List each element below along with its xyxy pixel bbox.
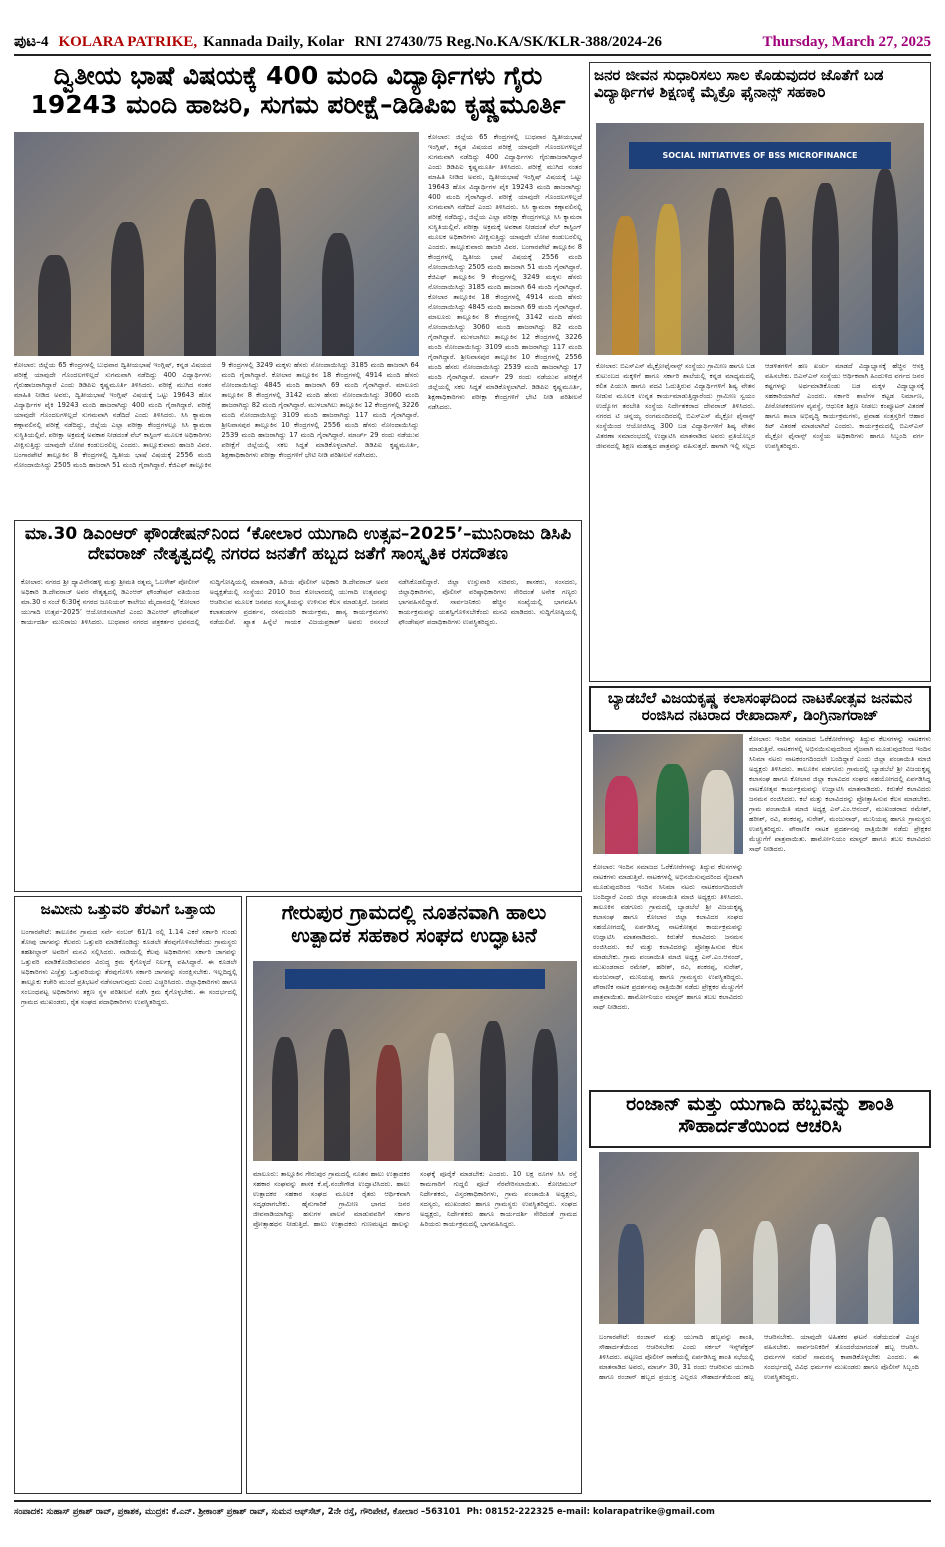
registration-number: RNI 27430/75 Reg.No.KA/SK/KLR-388/2024-26 [354,33,662,50]
article-drama-body-a: ಕೋಲಾರ: ಇಂದಿನ ಸಮಾಜದ ಓರೆಕೋರೆಗಳನ್ನು ತಿದ್ದುವ ಕೆಲಸಗಳನ್ನು ನಾಟಕಗಳು ಮಾಡುತ್ತಿವೆ. ನಾಟಕಗಳಲ್ಲಿ ಅಭಿನಯಿಸುವುದರಿಂದ ನೈಜವಾಗಿ ಮೂಡುವುದರಿಂದ ಇಂದಿನ ಸಿನಿಮಾ ನಟರು ನಾಟಕರಂಗದಿಂದಲೇ ಬಂದಿದ್ದಾರೆ ಎಂದು ಜಿಲ್ಲಾ ಪಂಚಾಯಿತಿ ಮಾಜಿ ಅಧ್ಯಕ್ಷರು ತಿಳಿಸಿದರು. ತಾಲೂಕಿನ ವಡಗೂರು ಗ್ರಾಮದಲ್ಲಿ ಬ್ಯಾಡಬೆಲೆ ಶ್ರೀ ವಿಜಯಕೃಷ್ಣ ಕಲಾಸಂಘ ಹಾಗೂ ಕೋಲಾರ ಜಿಲ್ಲಾ ಕಲಾವಿದರ ಸಂಘದ ಸಹಯೋಗದಲ್ಲಿ ಏರ್ಪಡಿಸಿದ್ದ ನಾಟಕೋತ್ಸವ ಕಾರ್ಯಕ್ರಮವನ್ನು ಉದ್ಘಾಟಿಸಿ ಮಾತನಾಡಿದರು. ಕಿರುತೆರೆ ಕಲಾವಿದರು ಜನಮನ ರಂಜಿಸಿದರು. ಕಲೆ ಮತ್ತು ಕಲಾವಿದರನ್ನು ಪ್ರೋತ್ಸಾಹಿಸುವ ಕೆಲಸ ಮಾಡಬೇಕು. ಗ್ರಾಮ ಪಂಚಾಯಿತಿ ಮಾಜಿ ಅಧ್ಯಕ್ಷ ಎನ್.ಎಂ.ಆನಂದ್, ಮುಖಂಡರಾದ ರಮೇಶ್, ಹರೀಶ್, ರವಿ, ಶಂಕರಪ್ಪ, ಸುರೇಶ್, ಮಂಜುನಾಥ್, ಮುನಿಯಪ್ಪ ಹಾಗೂ ಗ್ರಾಮಸ್ಥರು ಉಪಸ್ಥಿತರಿದ್ದರು. ಪೌರಾಣಿಕ ನಾಟಕ ಪ್ರದರ್ಶನವು ರಾತ್ರಿಯಿಡೀ ನಡೆದು ಪ್ರೇಕ್ಷಕರ ಮೆಚ್ಚುಗೆಗೆ ಪಾತ್ರವಾಯಿತು. ಹಾರ್ಮೋನಿಯಂ ಮಾಸ್ಟರ್ ಹಾಗೂ ತಬಲ ಕಲಾವಿದರು ಸಾಥ್ ನೀಡಿದರು. [749,735,931,853]
article-exam-headline: ದ್ವಿತೀಯ ಭಾಷೆ ವಿಷಯಕ್ಕೆ 400 ಮಂದಿ ವಿದ್ಯಾರ್ಥಿಗಳು ಗೈರು 19243 ಮಂದಿ ಹಾಜರಿ, ಸುಗಮ ಪರೀಕ್ಷೆ–ಡಿಡಿಪಿಐ ಕೃಷ್ಣಮೂರ್ತಿ [30,62,566,119]
article-ramzan-body: ಬಂಗಾರಪೇಟೆ: ರಂಜಾನ್ ಮತ್ತು ಯುಗಾದಿ ಹಬ್ಬವನ್ನು ಶಾಂತಿ, ಸೌಹಾರ್ದತೆಯಿಂದ ಆಚರಿಸಬೇಕು ಎಂದು ಸರ್ಕಲ್ ಇನ್ಸ್‌ಪೆಕ್ಟರ್ ತಿಳಿಸಿದರು. ಪಟ್ಟಣದ ಪೊಲೀಸ್ ಠಾಣೆಯಲ್ಲಿ ಏರ್ಪಡಿಸಿದ್ದ ಶಾಂತಿ ಸಭೆಯಲ್ಲಿ ಮಾತನಾಡಿದ ಅವರು, ಮಾರ್ಚ್ 30, 31 ರಂದು ಆಚರಿಸುವ ಯುಗಾದಿ ಹಾಗೂ ರಂಜಾನ್ ಹಬ್ಬದ ಪ್ರಯುಕ್ತ ಎಲ್ಲರೂ ಸೌಹಾರ್ದತೆಯಿಂದ ಹಬ್ಬ ಆಚರಿಸಬೇಕು. ಯಾವುದೇ ಅಹಿತಕರ ಘಟನೆ ನಡೆಯದಂತೆ ಎಚ್ಚರ ವಹಿಸಬೇಕು. ಸಾರ್ವಜನಿಕರಿಗೆ ತೊಂದರೆಯಾಗದಂತೆ ಹಬ್ಬ ಆಚರಿಸಿ. ಧರ್ಮಗಳ ನಡುವೆ ಸಾಮರಸ್ಯ ಕಾಪಾಡಿಕೊಳ್ಳಬೇಕು ಎಂದರು. ಈ ಸಂದರ್ಭದಲ್ಲಿ ವಿವಿಧ ಧರ್ಮಗಳ ಮುಖಂಡರು ಹಾಗೂ ಪೊಲೀಸ್ ಸಿಬ್ಬಂದಿ ಉಪಸ್ಥಿತರಿದ್ದರು. [599,1333,919,1381]
article-exam-photo [14,132,419,356]
photo-banner: SOCIAL INITIATIVES OF BSS MICROFINANCE [629,142,891,170]
article-exam [14,62,582,517]
page-number: ಪುಟ-4 [14,34,49,50]
article-drama [589,686,931,1086]
article-ramzan-headline: ರಂಜಾನ್ ಮತ್ತು ಯುಗಾದಿ ಹಬ್ಬವನ್ನು ಶಾಂತಿ ಸೌಹಾರ್ದತೆಯಿಂದ ಆಚರಿಸಿ [589,1090,931,1148]
paper-description: Kannada Daily, Kolar [203,33,345,50]
article-ramzan-photo [599,1152,919,1324]
article-dairy-headline: ಗೇರುಪುರ ಗ್ರಾಮದಲ್ಲಿ ನೂತನವಾಗಿ ಹಾಲು ಉತ್ಪಾದಕ ಸಹಕಾರ ಸಂಘದ ಉದ್ಘಾಟನೆ [281,900,547,947]
article-exam-body-a: ಕೋಲಾರ: ಜಿಲ್ಲೆಯ 65 ಕೇಂದ್ರಗಳಲ್ಲಿ ಬುಧವಾರ ದ್ವಿತೀಯಭಾಷೆ ಇಂಗ್ಲಿಷ್, ಕನ್ನಡ ವಿಷಯದ ಪರೀಕ್ಷೆ ಯಾವುದೇ ಗೊಂದಲಗಳಿಲ್ಲದೆ ಸುಗಮವಾಗಿ ನಡೆದಿದ್ದು 400 ವಿದ್ಯಾರ್ಥಿಗಳು ಗೈರುಹಾಜರಾಗಿದ್ದಾರೆ ಎಂದು ಡಿಡಿಪಿಐ ಕೃಷ್ಣಮೂರ್ತಿ ತಿಳಿಸಿದರು. ಪರೀಕ್ಷೆ ಮುಗಿದ ನಂತರ ಮಾಹಿತಿ ನೀಡಿದ ಅವರು, ದ್ವಿತೀಯಭಾಷೆ ಇಂಗ್ಲಿಷ್ ವಿಷಯಕ್ಕೆ ಒಟ್ಟು 19643 ಹೊಸ ವಿದ್ಯಾರ್ಥಿಗಳ ಪೈಕಿ 19243 ಮಂದಿ ಹಾಜರಾಗಿದ್ದು 400 ಮಂದಿ ಗೈರಾಗಿದ್ದಾರೆ. ಪರೀಕ್ಷೆ ಯಾವುದೇ ಗೊಂದಲಗಳಿಲ್ಲದೆ ಸುಗಮವಾಗಿ ನಡೆದಿದೆ ಎಂದು ತಿಳಿಸಿದರು. ಸಿಸಿ ಕ್ಯಾಮರಾ ಕಣ್ಗಾವಲಿನಲ್ಲಿ ಪರೀಕ್ಷೆ ನಡೆದಿದ್ದು, ಜಿಲ್ಲೆಯ ಎಲ್ಲಾ ಪರೀಕ್ಷಾ ಕೇಂದ್ರಗಳಲ್ಲೂ ಸಿಸಿ ಕ್ಯಾಮರಾ ಸುಸ್ಥಿತಿಯಲ್ಲಿವೆ. ಪರೀಕ್ಷಾ ಅಕ್ರಮಕ್ಕೆ ಅವಕಾಶ ನೀಡದಂತೆ ವೆಬ್ ಕಾಸ್ಟಿಂಗ್ ಮೂಲಕ ಅಧಿಕಾರಿಗಳು ವೀಕ್ಷಿಸುತ್ತಿದ್ದು ಯಾವುದೇ ಲೋಪ ಕಂಡುಬರಲಿಲ್ಲ ಎಂದರು. ತಾಲ್ಲೂಕುವಾರು ಹಾಜರಿ ವಿವರ. ಬಂಗಾರಪೇಟೆ ತಾಲ್ಲೂಕಿನ 8 ಕೇಂದ್ರಗಳಲ್ಲಿ ದ್ವಿತೀಯ ಭಾಷೆ ವಿಷಯಕ್ಕೆ 2556 ಮಂದಿ ನೋಂದಾಯಿಸಿದ್ದು 2505 ಮಂದಿ ಹಾಜರಾಗಿ 51 ಮಂದಿ ಗೈರಾಗಿದ್ದಾರೆ. ಕೆಜಿಎಫ್ ತಾಲ್ಲೂಕಿನ 9 ಕೇಂದ್ರಗಳಲ್ಲಿ 3249 ಮಕ್ಕಳು ಹೆಸರು ನೋಂದಾಯಿಸಿದ್ದು 3185 ಮಂದಿ ಹಾಜರಾಗಿ 64 ಮಂದಿ ಗೈರಾಗಿದ್ದಾರೆ. ಕೋಲಾರ ತಾಲ್ಲೂಕಿನ 18 ಕೇಂದ್ರಗಳಲ್ಲಿ 4914 ಮಂದಿ ಹೆಸರು ನೋಂದಾಯಿಸಿದ್ದು 4845 ಮಂದಿ ಹಾಜರಾಗಿ 69 ಮಂದಿ ಗೈರಾಗಿದ್ದಾರೆ. ಮಾಲೂರು ತಾಲ್ಲೂಕಿನ 8 ಕೇಂದ್ರಗಳಲ್ಲಿ 3142 ಮಂದಿ ಹೆಸರು ನೋಂದಾಯಿಸಿದ್ದು 3060 ಮಂದಿ ಹಾಜರಾಗಿದ್ದು 82 ಮಂದಿ ಗೈರಾಗಿದ್ದಾರೆ. ಮುಳಬಾಗಿಲು ತಾಲ್ಲೂಕಿನ 12 ಕೇಂದ್ರಗಳಲ್ಲಿ 3226 ಮಂದಿ ನೋಂದಾಯಿಸಿದ್ದು 3109 ಮಂದಿ ಹಾಜರಾಗಿದ್ದು 117 ಮಂದಿ ಗೈರಾಗಿದ್ದಾರೆ. ಶ್ರೀನಿವಾಸಪುರ ತಾಲ್ಲೂಕಿನ 10 ಕೇಂದ್ರಗಳಲ್ಲಿ 2556 ಮಂದಿ ಹೆಸರು ನೋಂದಾಯಿಸಿದ್ದು 2539 ಮಂದಿ ಹಾಜರಾಗಿದ್ದು 17 ಮಂದಿ ಗೈರಾಗಿದ್ದಾರೆ. ಮಾರ್ಚ್ 29 ರಂದು ನಡೆಯುವ ಪರೀಕ್ಷೆಗೆ ಜಿಲ್ಲೆಯಲ್ಲಿ ಸಕಲ ಸಿದ್ದತೆ ಮಾಡಿಕೊಳ್ಳಲಾಗಿದೆ. ಡಿಡಿಪಿಐ ಕೃಷ್ಣಮೂರ್ತಿ, ಶಿಕ್ಷಣಾಧಿಕಾರಿಗಳು ಪರೀಕ್ಷಾ ಕೇಂದ್ರಗಳಿಗೆ ಭೇಟಿ ನೀಡಿ ಪರಿಶೀಲನೆ ನಡೆಸಿದರು. [14,361,419,469]
article-ugadi [14,520,582,892]
article-microfinance-headline: ಜನರ ಜೀವನ ಸುಧಾರಿಸಲು ಸಾಲ ಕೊಡುವುದರ ಜೊತೆಗೆ ಬಡ ವಿದ್ಯಾರ್ಥಿಗಳ ಶಿಕ್ಷಣಕ್ಕೆ ಮೈಕ್ರೊ ಫೈನಾನ್ಸ್ ಸಹಕಾರಿ [594,66,884,102]
article-exam-body-b: ಕೋಲಾರ: ಜಿಲ್ಲೆಯ 65 ಕೇಂದ್ರಗಳಲ್ಲಿ ಬುಧವಾರ ದ್ವಿತೀಯಭಾಷೆ ಇಂಗ್ಲಿಷ್, ಕನ್ನಡ ವಿಷಯದ ಪರೀಕ್ಷೆ ಯಾವುದೇ ಗೊಂದಲಗಳಿಲ್ಲದೆ ಸುಗಮವಾಗಿ ನಡೆದಿದ್ದು 400 ವಿದ್ಯಾರ್ಥಿಗಳು ಗೈರುಹಾಜರಾಗಿದ್ದಾರೆ ಎಂದು ಡಿಡಿಪಿಐ ಕೃಷ್ಣಮೂರ್ತಿ ತಿಳಿಸಿದರು. ಪರೀಕ್ಷೆ ಮುಗಿದ ನಂತರ ಮಾಹಿತಿ ನೀಡಿದ ಅವರು, ದ್ವಿತೀಯಭಾಷೆ ಇಂಗ್ಲಿಷ್ ವಿಷಯಕ್ಕೆ ಒಟ್ಟು 19643 ಹೊಸ ವಿದ್ಯಾರ್ಥಿಗಳ ಪೈಕಿ 19243 ಮಂದಿ ಹಾಜರಾಗಿದ್ದು 400 ಮಂದಿ ಗೈರಾಗಿದ್ದಾರೆ. ಪರೀಕ್ಷೆ ಯಾವುದೇ ಗೊಂದಲಗಳಿಲ್ಲದೆ ಸುಗಮವಾಗಿ ನಡೆದಿದೆ ಎಂದು ತಿಳಿಸಿದರು. ಸಿಸಿ ಕ್ಯಾಮರಾ ಕಣ್ಗಾವಲಿನಲ್ಲಿ ಪರೀಕ್ಷೆ ನಡೆದಿದ್ದು, ಜಿಲ್ಲೆಯ ಎಲ್ಲಾ ಪರೀಕ್ಷಾ ಕೇಂದ್ರಗಳಲ್ಲೂ ಸಿಸಿ ಕ್ಯಾಮರಾ ಸುಸ್ಥಿತಿಯಲ್ಲಿವೆ. ಪರೀಕ್ಷಾ ಅಕ್ರಮಕ್ಕೆ ಅವಕಾಶ ನೀಡದಂತೆ ವೆಬ್ ಕಾಸ್ಟಿಂಗ್ ಮೂಲಕ ಅಧಿಕಾರಿಗಳು ವೀಕ್ಷಿಸುತ್ತಿದ್ದು ಯಾವುದೇ ಲೋಪ ಕಂಡುಬರಲಿಲ್ಲ ಎಂದರು. ತಾಲ್ಲೂಕುವಾರು ಹಾಜರಿ ವಿವರ. ಬಂಗಾರಪೇಟೆ ತಾಲ್ಲೂಕಿನ 8 ಕೇಂದ್ರಗಳಲ್ಲಿ ದ್ವಿತೀಯ ಭಾಷೆ ವಿಷಯಕ್ಕೆ 2556 ಮಂದಿ ನೋಂದಾಯಿಸಿದ್ದು 2505 ಮಂದಿ ಹಾಜರಾಗಿ 51 ಮಂದಿ ಗೈರಾಗಿದ್ದಾರೆ. ಕೆಜಿಎಫ್ ತಾಲ್ಲೂಕಿನ 9 ಕೇಂದ್ರಗಳಲ್ಲಿ 3249 ಮಕ್ಕಳು ಹೆಸರು ನೋಂದಾಯಿಸಿದ್ದು 3185 ಮಂದಿ ಹಾಜರಾಗಿ 64 ಮಂದಿ ಗೈರಾಗಿದ್ದಾರೆ. ಕೋಲಾರ ತಾಲ್ಲೂಕಿನ 18 ಕೇಂದ್ರಗಳಲ್ಲಿ 4914 ಮಂದಿ ಹೆಸರು ನೋಂದಾಯಿಸಿದ್ದು 4845 ಮಂದಿ ಹಾಜರಾಗಿ 69 ಮಂದಿ ಗೈರಾಗಿದ್ದಾರೆ. ಮಾಲೂರು ತಾಲ್ಲೂಕಿನ 8 ಕೇಂದ್ರಗಳಲ್ಲಿ 3142 ಮಂದಿ ಹೆಸರು ನೋಂದಾಯಿಸಿದ್ದು 3060 ಮಂದಿ ಹಾಜರಾಗಿದ್ದು 82 ಮಂದಿ ಗೈರಾಗಿದ್ದಾರೆ. ಮುಳಬಾಗಿಲು ತಾಲ್ಲೂಕಿನ 12 ಕೇಂದ್ರಗಳಲ್ಲಿ 3226 ಮಂದಿ ನೋಂದಾಯಿಸಿದ್ದು 3109 ಮಂದಿ ಹಾಜರಾಗಿದ್ದು 117 ಮಂದಿ ಗೈರಾಗಿದ್ದಾರೆ. ಶ್ರೀನಿವಾಸಪುರ ತಾಲ್ಲೂಕಿನ 10 ಕೇಂದ್ರಗಳಲ್ಲಿ 2556 ಮಂದಿ ಹೆಸರು ನೋಂದಾಯಿಸಿದ್ದು 2539 ಮಂದಿ ಹಾಜರಾಗಿದ್ದು 17 ಮಂದಿ ಗೈರಾಗಿದ್ದಾರೆ. ಮಾರ್ಚ್ 29 ರಂದು ನಡೆಯುವ ಪರೀಕ್ಷೆಗೆ ಜಿಲ್ಲೆಯಲ್ಲಿ ಸಕಲ ಸಿದ್ದತೆ ಮಾಡಿಕೊಳ್ಳಲಾಗಿದೆ. ಡಿಡಿಪಿಐ ಕೃಷ್ಣಮೂರ್ತಿ, ಶಿಕ್ಷಣಾಧಿಕಾರಿಗಳು ಪರೀಕ್ಷಾ ಕೇಂದ್ರಗಳಿಗೆ ಭೇಟಿ ನೀಡಿ ಪರಿಶೀಲನೆ ನಡೆಸಿದರು. [428,133,582,411]
issue-date: Thursday, March 27, 2025 [762,33,931,50]
imprint-text: ಸಂಪಾದಕ: ಸುಹಾಸ್ ಪ್ರಕಾಶ್ ರಾವ್, ಪ್ರಕಾಶಕ, ಮುದ್ರಕ: ಕೆ.ಎನ್. ಶ್ರೀಕಾಂತ್ ಪ್ರಕಾಶ್ ರಾವ್, ಸುಮನ ಆಫ್‌ಸೆಟ್, 2ನೇ ರಸ್ತೆ, ಗೌರಿಪೇಟೆ, ಕೋಲಾರ –563101 [14,1507,461,1517]
article-land [14,896,242,1494]
contact-info: Ph: 08152-222325 e-mail: kolarapatrike@gmail.com [466,1507,715,1517]
article-drama-headline: ಬ್ಯಾಡಬೆಲೆ ವಿಜಯಕೃಷ್ಣ ಕಲಾಸಂಘದಿಂದ ನಾಟಕೋತ್ಸವ ಜನಮನ ರಂಜಿಸಿದ ನಟರಾದ ರೇಖಾದಾಸ್, ಡಿಂಗ್ರಿನಾಗರಾಜ್ [589,686,931,732]
article-land-headline: ಜಮೀನು ಒತ್ತುವರಿ ತೆರವಿಗೆ ಒತ್ತಾಯ [40,900,216,918]
article-ugadi-body: ಕೋಲಾರ: ನಗರದ ಶ್ರೀ ದ್ಯಾವಿನೇನಹಳ್ಳಿ ಮತ್ತು ಶ್ರೀಮತಿ ರತ್ನಮ್ಮ ಓಬಳೇಶ್ ಪೋಲೀಸ್ ಅಧಿಕಾರಿ ಡಿ.ದೇವರಾಜ್ ಅವರ ನೇತೃತ್ವದಲ್ಲಿ ಡಿಎಂಆರ್ ಫೌಂಡೇಷನ್ ವತಿಯಿಂದ ಮಾ.30 ರ ಸಂಜೆ 6:30ಕ್ಕೆ ನಗರದ ಜೂನಿಯರ್ ಕಾಲೇಜು ಮೈದಾನದಲ್ಲಿ ‘ಕೋಲಾರ ಯುಗಾದಿ ಉತ್ಸವ–2025’ ಆಯೋಜಿಸಲಾಗಿದೆ ಎಂದು ಡಿಎಂಆರ್ ಫೌಂಡೇಷನ್ ಕಾರ್ಯದರ್ಶಿ ಮುನಿರಾಜು ತಿಳಿಸಿದರು. ಬುಧವಾರ ನಗರದ ಪತ್ರಕರ್ತರ ಭವನದಲ್ಲಿ ಸುದ್ದಿಗೋಷ್ಠಿಯಲ್ಲಿ ಮಾತನಾಡಿ, ಹಿರಿಯ ಪೊಲೀಸ್ ಅಧಿಕಾರಿ ಡಿ.ದೇವರಾಜ್ ಅವರ ಅಧ್ಯಕ್ಷತೆಯಲ್ಲಿ ಸಂಸ್ಥೆಯು 2010 ರಿಂದ ಕೋಲಾರದಲ್ಲಿ ಯುಗಾದಿ ಉತ್ಸವವನ್ನು ಆಚರಿಸುವ ಮೂಲಕ ಜನಪದ ಸಂಸ್ಕೃತಿಯನ್ನು ಉಳಿಸುವ ಕೆಲಸ ಮಾಡುತ್ತಿದೆ. ಜನಪದ ಕಲಾತಂಡಗಳ ಪ್ರದರ್ಶನ, ರಸಮಂಜರಿ ಕಾರ್ಯಕ್ರಮ, ಹಾಸ್ಯ ಕಾರ್ಯಕ್ರಮಗಳು ನಡೆಯಲಿವೆ. ಖ್ಯಾತ ಹಿನ್ನೆಲೆ ಗಾಯಕ ವಿಜಯಪ್ರಕಾಶ್ ಅವರು ರಸಸಂಜೆ ನಡೆಸಿಕೊಡಲಿದ್ದಾರೆ. ಜಿಲ್ಲಾ ಉಸ್ತುವಾರಿ ಸಚಿವರು, ಶಾಸಕರು, ಸಂಸದರು, ಜಿಲ್ಲಾಧಿಕಾರಿಗಳು, ಪೊಲೀಸ್ ವರಿಷ್ಠಾಧಿಕಾರಿಗಳು ಸೇರಿದಂತೆ ಅನೇಕ ಗಣ್ಯರು ಭಾಗವಹಿಸಲಿದ್ದಾರೆ. ಸಾರ್ವಜನಿಕರು ಹೆಚ್ಚಿನ ಸಂಖ್ಯೆಯಲ್ಲಿ ಭಾಗವಹಿಸಿ ಕಾರ್ಯಕ್ರಮವನ್ನು ಯಶಸ್ವಿಗೊಳಿಸಬೇಕೆಂದು ಮನವಿ ಮಾಡಿದರು. ಸುದ್ದಿಗೋಷ್ಠಿಯಲ್ಲಿ ಫೌಂಡೇಷನ್ ಪದಾಧಿಕಾರಿಗಳು ಉಪಸ್ಥಿತರಿದ್ದರು. [21,578,577,626]
article-microfinance-photo [596,123,924,355]
article-land-body: ಬಂಗಾರಪೇಟೆ: ತಾಲೂಕಿನ ಗ್ರಾಮದ ಸರ್ವೆ ನಂಬರ್ 61/1 ರಲ್ಲಿ 1.14 ಎಕರೆ ಸರ್ಕಾರಿ ಗುಂಡು ತೋಪು ಜಾಗವನ್ನು ಕೆಲವರು ಒತ್ತುವರಿ ಮಾಡಿಕೊಂಡಿದ್ದು ಕೂಡಲೇ ತೆರವುಗೊಳಿಸಬೇಕೆಂದು ಗ್ರಾಮಸ್ಥರು ತಹಶೀಲ್ದಾರ್ ಅವರಿಗೆ ಮನವಿ ಸಲ್ಲಿಸಿದರು. ನಾಡಿಯಲ್ಲಿ ಕೆಲವು ಅಧಿಕಾರಿಗಳು ಸರ್ಕಾರಿ ಜಾಗವನ್ನು ಒತ್ತುವರಿ ಮಾಡಿಕೊಂಡಿರುವವರ ವಿರುದ್ಧ ಕ್ರಮ ಕೈಗೊಳ್ಳದೆ ನಿರ್ಲಕ್ಷ್ಯ ವಹಿಸಿದ್ದಾರೆ. ಈ ಕೂಡಲೇ ಅಧಿಕಾರಿಗಳು ಎಚ್ಚೆತ್ತು ಒತ್ತುವರಿಯನ್ನು ತೆರವುಗೊಳಿಸಿ ಸರ್ಕಾರಿ ಜಾಗವನ್ನು ಸಂರಕ್ಷಿಸಬೇಕು. ಇಲ್ಲದಿದ್ದಲ್ಲಿ ತಾಲ್ಲೂಕು ಕಚೇರಿ ಮುಂದೆ ಪ್ರತಿಭಟನೆ ನಡೆಸಲಾಗುವುದು ಎಂದು ಎಚ್ಚರಿಸಿದರು. ಜಿಲ್ಲಾಧಿಕಾರಿಗಳು ಹಾಗೂ ಸಂಬಂಧಪಟ್ಟ ಅಧಿಕಾರಿಗಳು ತಕ್ಷಣ ಸ್ಥಳ ಪರಿಶೀಲನೆ ನಡೆಸಿ ಕ್ರಮ ಕೈಗೊಳ್ಳಬೇಕು. ಈ ಸಂದರ್ಭದಲ್ಲಿ ಗ್ರಾಮದ ಮುಖಂಡರು, ರೈತ ಸಂಘದ ಪದಾಧಿಕಾರಿಗಳು ಉಪಸ್ಥಿತರಿದ್ದರು. [21,928,237,1006]
article-drama-photo [593,734,743,854]
article-drama-body-b: ಕೋಲಾರ: ಇಂದಿನ ಸಮಾಜದ ಓರೆಕೋರೆಗಳನ್ನು ತಿದ್ದುವ ಕೆಲಸಗಳನ್ನು ನಾಟಕಗಳು ಮಾಡುತ್ತಿವೆ. ನಾಟಕಗಳಲ್ಲಿ ಅಭಿನಯಿಸುವುದರಿಂದ ನೈಜವಾಗಿ ಮೂಡುವುದರಿಂದ ಇಂದಿನ ಸಿನಿಮಾ ನಟರು ನಾಟಕರಂಗದಿಂದಲೇ ಬಂದಿದ್ದಾರೆ ಎಂದು ಜಿಲ್ಲಾ ಪಂಚಾಯಿತಿ ಮಾಜಿ ಅಧ್ಯಕ್ಷರು ತಿಳಿಸಿದರು. ತಾಲೂಕಿನ ವಡಗೂರು ಗ್ರಾಮದಲ್ಲಿ ಬ್ಯಾಡಬೆಲೆ ಶ್ರೀ ವಿಜಯಕೃಷ್ಣ ಕಲಾಸಂಘ ಹಾಗೂ ಕೋಲಾರ ಜಿಲ್ಲಾ ಕಲಾವಿದರ ಸಂಘದ ಸಹಯೋಗದಲ್ಲಿ ಏರ್ಪಡಿಸಿದ್ದ ನಾಟಕೋತ್ಸವ ಕಾರ್ಯಕ್ರಮವನ್ನು ಉದ್ಘಾಟಿಸಿ ಮಾತನಾಡಿದರು. ಕಿರುತೆರೆ ಕಲಾವಿದರು ಜನಮನ ರಂಜಿಸಿದರು. ಕಲೆ ಮತ್ತು ಕಲಾವಿದರನ್ನು ಪ್ರೋತ್ಸಾಹಿಸುವ ಕೆಲಸ ಮಾಡಬೇಕು. ಗ್ರಾಮ ಪಂಚಾಯಿತಿ ಮಾಜಿ ಅಧ್ಯಕ್ಷ ಎನ್.ಎಂ.ಆನಂದ್, ಮುಖಂಡರಾದ ರಮೇಶ್, ಹರೀಶ್, ರವಿ, ಶಂಕರಪ್ಪ, ಸುರೇಶ್, ಮಂಜುನಾಥ್, ಮುನಿಯಪ್ಪ ಹಾಗೂ ಗ್ರಾಮಸ್ಥರು ಉಪಸ್ಥಿತರಿದ್ದರು. ಪೌರಾಣಿಕ ನಾಟಕ ಪ್ರದರ್ಶನವು ರಾತ್ರಿಯಿಡೀ ನಡೆದು ಪ್ರೇಕ್ಷಕರ ಮೆಚ್ಚುಗೆಗೆ ಪಾತ್ರವಾಯಿತು. ಹಾರ್ಮೋನಿಯಂ ಮಾಸ್ಟರ್ ಹಾಗೂ ತಬಲ ಕಲಾವಿದರು ಸಾಥ್ ನೀಡಿದರು. [593,863,743,1011]
article-dairy [246,896,582,1494]
article-ramzan [589,1090,931,1494]
article-microfinance [589,62,931,682]
article-microfinance-body: ಕೋಲಾರ: ಬಿಎಸ್ಎಸ್ ಮೈಕ್ರೋಫೈನಾನ್ಸ್ ಸಂಸ್ಥೆಯು ಗ್ರಾಮೀಣ ಹಾಗೂ ಬಡ ಕುಟುಂಬದ ಮಕ್ಕಳಿಗೆ ಹಾಗೂ ಸರ್ಕಾರಿ ಶಾಲೆಯಲ್ಲಿ ಕನ್ನಡ ಮಾಧ್ಯಮದಲ್ಲಿ ಕಲಿತ ಪಿಯುಸಿ ಹಾಗೂ ಪದವಿ ಓದುತ್ತಿರುವ ವಿದ್ಯಾರ್ಥಿಗಳಿಗೆ ಶಿಷ್ಯ ವೇತನ ನೀಡುವ ಮೂಲಕ ಉನ್ನತ ಕಾರ್ಯಮಾಡುತ್ತಿದ್ದಾರೆಂದು ಗ್ರಾಮೀಣ ಸ್ವಯಂ ಉದ್ಯೋಗ ತರಬೇತಿ ಸಂಸ್ಥೆಯ ನಿರ್ದೇಶಕರಾದ ದೇವರಾಜ್ ತಿಳಿಸಿದರು. ನಗರದ ಟಿ ಚನ್ನಯ್ಯ ರಂಗಮಂದಿರದಲ್ಲಿ ಬಿಎಸ್ಎಸ್ ಮೈಕ್ರೋ ಫೈನಾನ್ಸ್ ಸಂಸ್ಥೆಯಿಂದ ಆಯೋಜಿಸಿದ್ದ 300 ಬಡ ವಿದ್ಯಾರ್ಥಿಗಳಿಗೆ ಶಿಷ್ಯ ವೇತನ ವಿತರಣಾ ಸಮಾರಂಭದಲ್ಲಿ ಉದ್ಘಾಟಿಸಿ ಮಾತನಾಡಿದ ಅವರು ಪ್ರತಿಯೊಬ್ಬರ ಜೀವನದಲ್ಲಿ ಶಿಕ್ಷಣ ಮಹತ್ವದ ಪಾತ್ರವನ್ನು ವಹಿಸುತ್ತದೆ. ಹಾಗಾಗಿ ಇಲ್ಲಿ ಸಲ್ಲದ ಆಡಳಿತಗಳಿಗೆ ಹಣ ಖರ್ಚು ಮಾಡದೆ ವಿದ್ಯಾಭ್ಯಾಸಕ್ಕೆ ಹೆಚ್ಚಿನ ಆಸಕ್ತಿ ವಹಿಸಬೇಕು. ಬಿಎಸ್ಎಸ್ ಸಂಸ್ಥೆಯು ಆರ್ಥಿಕವಾಗಿ ಹಿಂದುಳಿದ ವರ್ಗದ ಜನರ ಕಷ್ಟಗಳನ್ನು ಅರ್ಥಮಾಡಿಕೊಂಡು ಬಡ ಮಕ್ಕಳ ವಿದ್ಯಾಭ್ಯಾಸಕ್ಕೆ ಸಹಕಾರಿಯಾಗಿದೆ ಎಂದರು. ಸರ್ಕಾರಿ ಶಾಲೆಗಳ ಕಟ್ಟಡ ನಿರ್ಮಾಣ, ಪೀಠೋಪಕರಣಗಳ ವ್ಯವಸ್ಥೆ, ಆಧುನಿಕ ಶಿಕ್ಷಣ ನೀಡಲು ಕಂಪ್ಯೂಟರ್ ವಿತರಣೆ ಹಾಗೂ ಶಾಲಾ ಅಭಿವೃದ್ಧಿ ಕಾರ್ಯಕ್ರಮಗಳು, ಪ್ರವಾಹ ಸಂತ್ರಸ್ತರಿಗೆ ಆಹಾರ ಕಿಟ್ ವಿತರಣೆ ಮಾಡಲಾಗಿದೆ ಎಂದರು. ಕಾರ್ಯಕ್ರಮದಲ್ಲಿ ಬಿಎಸ್ಎಸ್ ಮೈಕ್ರೋ ಫೈನಾನ್ಸ್ ಸಂಸ್ಥೆಯ ಅಧಿಕಾರಿಗಳು ಹಾಗೂ ಸಿಬ್ಬಂದಿ ವರ್ಗ ಉಪಸ್ಥಿತರಿದ್ದರು. [596,362,924,450]
article-dairy-body: ಮಾಲೂರು: ತಾಲ್ಲೂಕಿನ ಗೇರುಪುರ ಗ್ರಾಮದಲ್ಲಿ ನೂತನ ಹಾಲು ಉತ್ಪಾದಕರ ಸಹಕಾರ ಸಂಘವನ್ನು ಶಾಸಕ ಕೆ.ವೈ.ನಂಜೇಗೌಡ ಉದ್ಘಾಟಿಸಿದರು. ಹಾಲು ಉತ್ಪಾದಕರ ಸಹಕಾರ ಸಂಘದ ಮೂಲಕ ರೈತರು ಆರ್ಥಿಕವಾಗಿ ಸದೃಢರಾಗಬೇಕು. ಹೈನುಗಾರಿಕೆ ಗ್ರಾಮೀಣ ಭಾಗದ ಜನರ ಜೀವನಾಡಿಯಾಗಿದ್ದು ಹಸುಗಳ ಪಾಲನೆ ಮಾಡುವವರಿಗೆ ಸರ್ಕಾರ ಪ್ರೋತ್ಸಾಹಧನ ನೀಡುತ್ತಿದೆ. ಹಾಲು ಉತ್ಪಾದಕರು ಗುಣಮಟ್ಟದ ಹಾಲನ್ನು ಸಂಘಕ್ಕೆ ಪೂರೈಕೆ ಮಾಡಬೇಕು ಎಂದರು. 10 ಲಕ್ಷ ರೂಗಳ ಸಿಸಿ ರಸ್ತೆ ಕಾಮಗಾರಿಗೆ ಗುದ್ದಲಿ ಪೂಜೆ ನೆರವೇರಿಸಲಾಯಿತು. ಕೋಚಿಮುಲ್ ನಿರ್ದೇಶಕರು, ವಿಸ್ತರಣಾಧಿಕಾರಿಗಳು, ಗ್ರಾಮ ಪಂಚಾಯಿತಿ ಅಧ್ಯಕ್ಷರು, ಸದಸ್ಯರು, ಮುಖಂಡರು ಹಾಗೂ ಗ್ರಾಮಸ್ಥರು ಉಪಸ್ಥಿತರಿದ್ದರು. ಸಂಘದ ಅಧ್ಯಕ್ಷರು, ನಿರ್ದೇಶಕರು ಹಾಗೂ ಕಾರ್ಯದರ್ಶಿ ಸೇರಿದಂತೆ ಗ್ರಾಮದ ಹಿರಿಯರು ಕಾರ್ಯಕ್ರಮದಲ್ಲಿ ಭಾಗವಹಿಸಿದ್ದರು. [253,1170,577,1228]
imprint-footer [14,1500,931,1522]
article-dairy-photo [253,961,577,1161]
article-ugadi-headline: ಮಾ.30 ಡಿಎಂಆರ್ ಫೌಂಡೇಷನ್‌ನಿಂದ ‘ಕೋಲಾರ ಯುಗಾದಿ ಉತ್ಸವ–2025’–ಮುನಿರಾಜು ಡಿಸಿಪಿ ದೇವರಾಜ್ ನೇತೃತ್ವದಲ್ಲಿ ನಗರದ ಜನತೆಗೆ ಹಬ್ಬದ ಜತೆಗೆ ಸಾಂಸ್ಕೃತಿಕ ರಸದೌತಣ [24,524,572,564]
paper-name: KOLARA PATRIKE, [58,33,198,50]
masthead [14,30,931,56]
